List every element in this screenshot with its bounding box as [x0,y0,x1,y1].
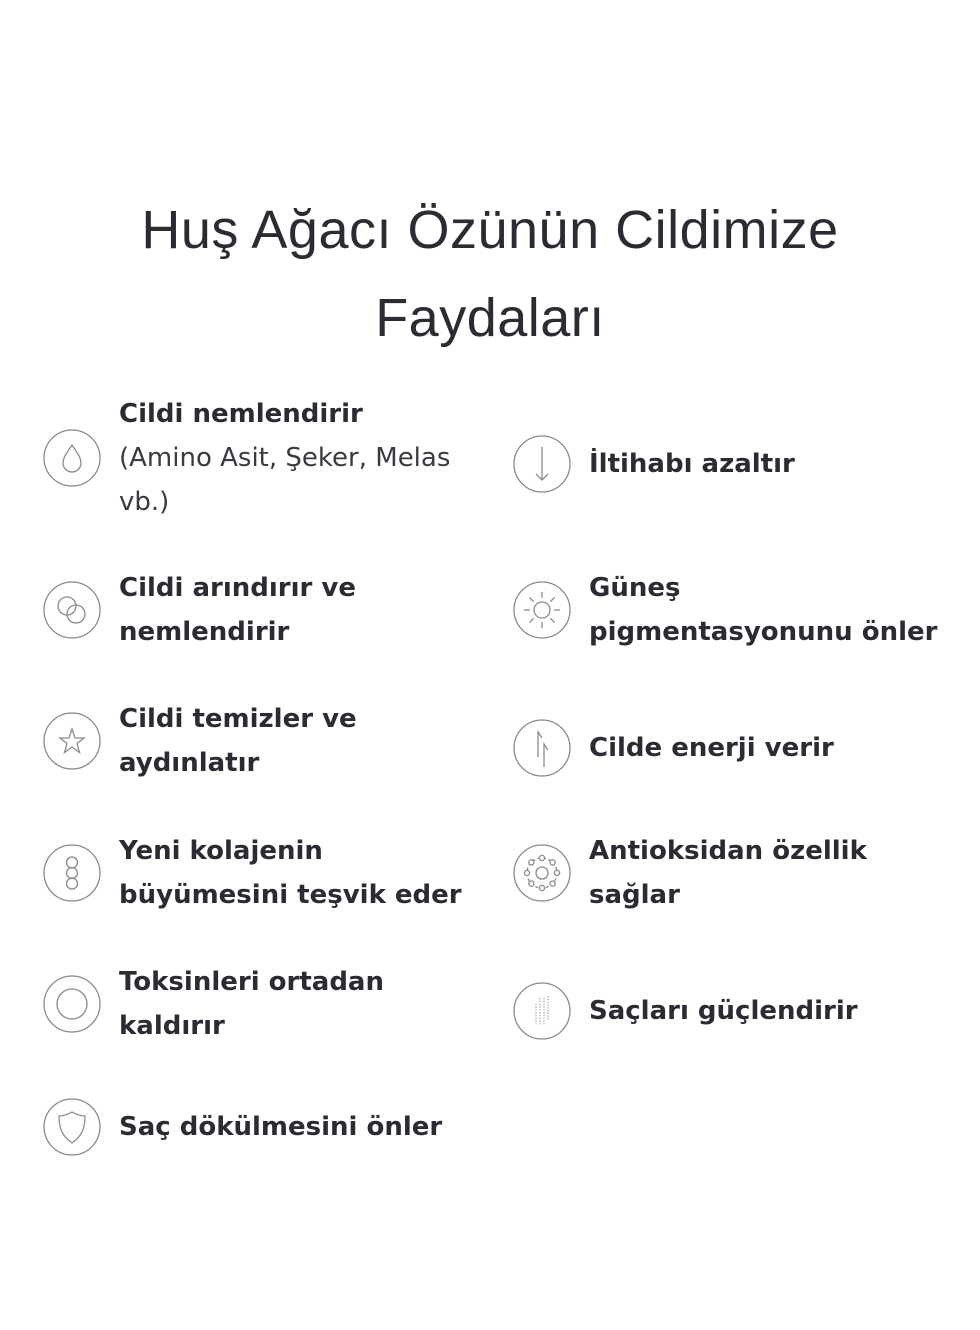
benefit-cleanses [43,697,357,785]
shield-icon [43,1098,101,1156]
benefit-title: sağlar [589,880,680,910]
benefit-title: pigmentasyonunu önler [589,617,938,647]
benefit-moisturizes [43,392,450,524]
water-drop-icon [43,429,101,487]
star-icon [43,712,101,770]
benefit-title: Antioksidan özellik [589,836,867,866]
benefit-title: Yeni kolajenin [119,836,323,866]
benefit-inflammation [513,435,795,493]
ring-icon [43,975,101,1033]
sun-icon [513,581,571,639]
benefit-title: İltihabı azaltır [589,449,795,479]
benefit-title: kaldırır [119,1011,225,1041]
benefit-title: Toksinleri ortadan [119,967,384,997]
benefit-sun-pigmentation [513,566,937,654]
benefit-energy [513,719,834,777]
molecule-ring-icon [513,844,571,902]
benefit-title: aydınlatır [119,748,260,778]
benefit-collagen [43,829,462,917]
benefit-title: Cildi nemlendirir [119,399,363,429]
benefit-title: Cilde enerji verir [589,733,834,763]
benefit-hair-strength [513,982,858,1040]
page-title [0,186,980,362]
overlapping-circles-icon [43,581,101,639]
benefit-title: Saçları güçlendirir [589,996,858,1026]
energy-arrows-icon [513,719,571,777]
benefit-title: Cildi temizler ve [119,704,357,734]
stacked-circles-icon [43,844,101,902]
hair-strands-icon [513,982,571,1040]
benefit-title: Saç dökülmesini önler [119,1112,443,1142]
benefit-antioxidant [513,829,867,917]
title-line-2: Faydaları [375,288,605,349]
benefit-detox [43,960,384,1048]
benefit-subtext: (Amino Asit, Şeker, Melas [119,443,451,473]
benefit-title: nemlendirir [119,617,290,647]
benefit-title: büyümesini teşvik eder [119,880,462,910]
benefit-hair-loss [43,1098,442,1156]
benefit-subtext: vb.) [119,487,170,517]
title-line-1: Huş Ağacı Özünün Cildimize [141,200,839,261]
arrow-down-icon [513,435,571,493]
benefit-purifies [43,566,356,654]
benefit-title: Güneş [589,573,681,603]
benefit-title: Cildi arındırır ve [119,573,356,603]
